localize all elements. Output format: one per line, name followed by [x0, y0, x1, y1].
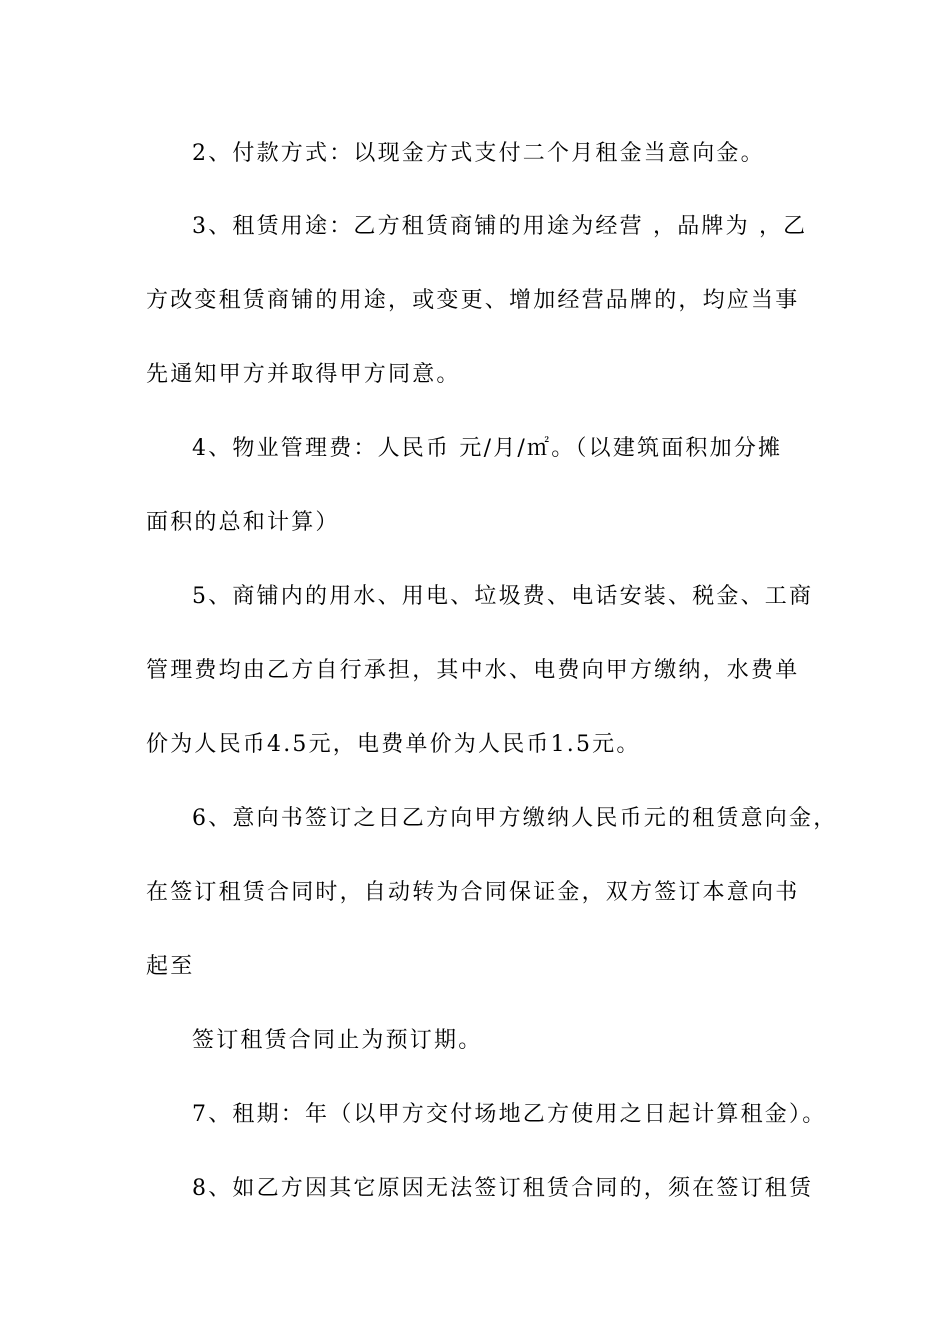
clause-6-continued-line-3: 签订租赁合同止为预订期。 [192, 1028, 483, 1053]
clause-6-continued-line-2: 起至 [146, 954, 195, 979]
clause-3-continued-line-2: 先通知甲方并取得甲方同意。 [146, 362, 461, 387]
clause-3-continued-line-1: 方改变租赁商铺的用途，或变更、增加经营品牌的，均应当事 [146, 288, 800, 313]
clause-5-utilities: 5、商铺内的用水、用电、垃圾费、电话安装、税金、工商 [192, 584, 814, 609]
clause-7-lease-term: 7、租期：年（以甲方交付场地乙方使用之日起计算租金）。 [192, 1102, 827, 1127]
clause-3-lease-purpose: 3、租赁用途：乙方租赁商铺的用途为经营 ，品牌为 ，乙 [192, 214, 808, 239]
clause-4-continued: 面积的总和计算） [146, 510, 340, 535]
clause-4-property-fee: 4、物业管理费：人民币 元/月/㎡。（以建筑面积加分摊 [192, 436, 783, 461]
clause-2-payment-method: 2、付款方式：以现金方式支付二个月租金当意向金。 [192, 141, 765, 166]
clause-6-deposit: 6、意向书签订之日乙方向甲方缴纳人民币元的租赁意向金， [192, 806, 838, 831]
clause-8-failure-to-sign: 8、如乙方因其它原因无法签订租赁合同的，须在签订租赁 [192, 1176, 814, 1201]
clause-5-continued-line-1: 管理费均由乙方自行承担，其中水、电费向甲方缴纳，水费单 [146, 658, 800, 683]
clause-5-continued-line-2: 价为人民币4.5元，电费单价为人民币1.5元。 [146, 732, 641, 757]
clause-6-continued-line-1: 在签订租赁合同时，自动转为合同保证金，双方签订本意向书 [146, 880, 800, 905]
